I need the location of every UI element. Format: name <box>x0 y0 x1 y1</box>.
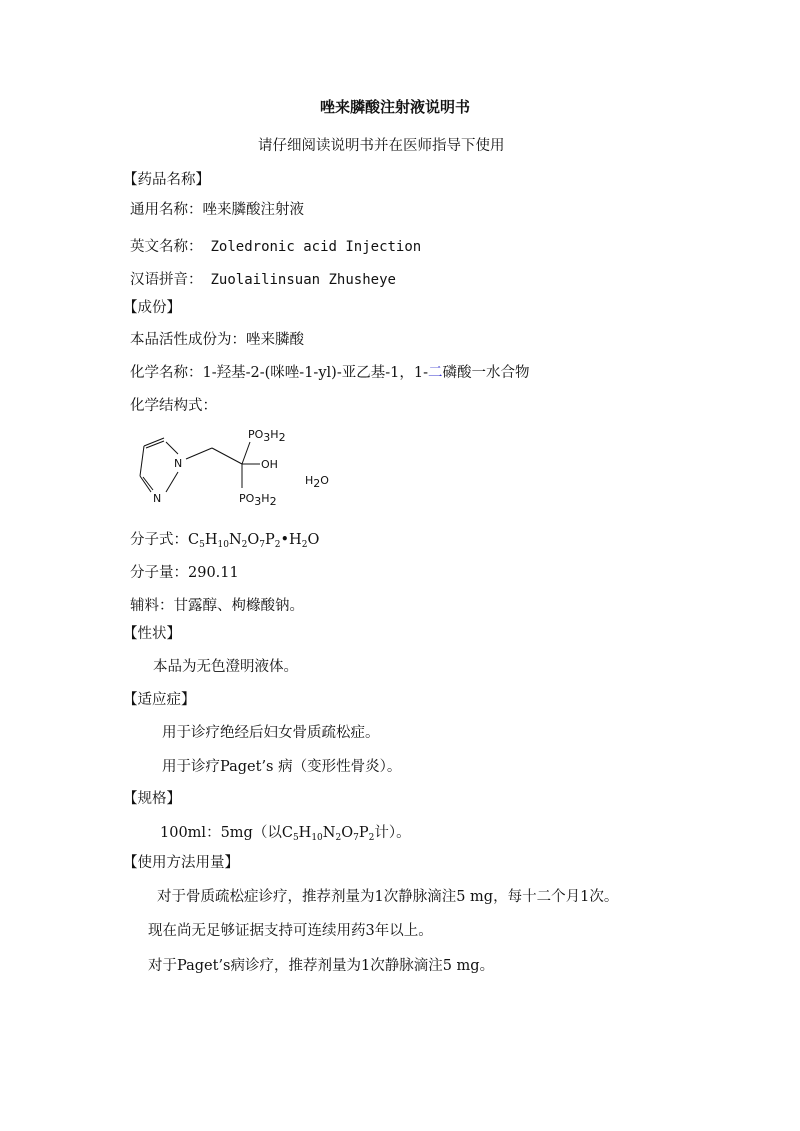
chemical-name-suffix: 磷酸一水合物 <box>442 365 530 381</box>
section-heading-indications: 【适应症】 <box>123 692 196 708</box>
description-text: 本品为无色澄明液体。 <box>153 659 298 675</box>
po3h2-bottom-label: PO3H2 <box>239 492 277 508</box>
usage-line-2: 现在尚无足够证据支持可连续用药3年以上。 <box>148 923 433 939</box>
chemical-structure-diagram <box>126 424 346 519</box>
excipients: 辅料：甘露醇、枸橼酸钠。 <box>130 598 304 614</box>
section-heading-usage: 【使用方法用量】 <box>123 855 239 871</box>
specification-formula: $C_5H_{10}N_2O_7P_2$ <box>281 825 375 843</box>
formula-value: $C_5H_{10}N_2O_7P_2•H_2O$ <box>188 532 320 550</box>
structure-label: 化学结构式： <box>130 398 217 414</box>
hydroxyl-label: OH <box>261 458 278 471</box>
generic-name: 通用名称：唑来膦酸注射液 <box>130 202 304 218</box>
imidazole-n1-label: N <box>174 457 183 470</box>
document-subtitle: 请仔细阅读说明书并在医师指导下使用 <box>258 138 505 154</box>
water-label: H2O <box>305 474 329 490</box>
usage-line-1: 对于骨质疏松症诊疗，推荐剂量为1次静脉滴注5 mg，每十二个月1次。 <box>157 889 619 905</box>
chemical-name <box>130 363 529 383</box>
english-name-value: Zoledronic acid Injection <box>210 239 422 255</box>
molecular-weight: 分子量：290.11 <box>130 565 239 581</box>
chemical-name-highlight: 二 <box>427 365 443 381</box>
specification-text: 100ml：5mg（以$C_5H_{10}N_2O_7P_2$计）。 <box>160 825 411 843</box>
document-title: 唑来膦酸注射液说明书 <box>320 98 471 116</box>
molecular-formula <box>130 530 319 550</box>
po3h2-top-label: PO3H2 <box>248 428 286 444</box>
chemical-name-text: 化学名称：1-羟基-2-(咪唑-1-yl)-亚乙基-1，1- <box>130 365 428 381</box>
section-heading-drug-name: 【药品名称】 <box>123 172 210 188</box>
section-heading-composition: 【成份】 <box>123 300 181 316</box>
active-ingredient: 本品活性成份为：唑来膦酸 <box>130 332 304 348</box>
pinyin-name <box>130 270 396 290</box>
pinyin-name-value: Zuolailinsuan Zhusheye <box>210 272 396 288</box>
imidazole-n3-label: N <box>153 492 162 505</box>
pinyin-name-label: 汉语拼音： <box>130 272 203 288</box>
section-heading-specification: 【规格】 <box>123 791 181 807</box>
section-heading-description: 【性状】 <box>123 626 181 642</box>
english-name <box>130 237 421 257</box>
indication-line-1: 用于诊疗绝经后妇女骨质疏松症。 <box>162 725 380 741</box>
formula-label: 分子式： <box>130 532 188 548</box>
english-name-label: 英文名称： <box>130 239 203 255</box>
indication-line-2: 用于诊疗Paget’s 病（变形性骨炎）。 <box>162 759 402 775</box>
usage-line-3: 对于Paget’s病诊疗，推荐剂量为1次静脉滴注5 mg。 <box>148 958 495 974</box>
